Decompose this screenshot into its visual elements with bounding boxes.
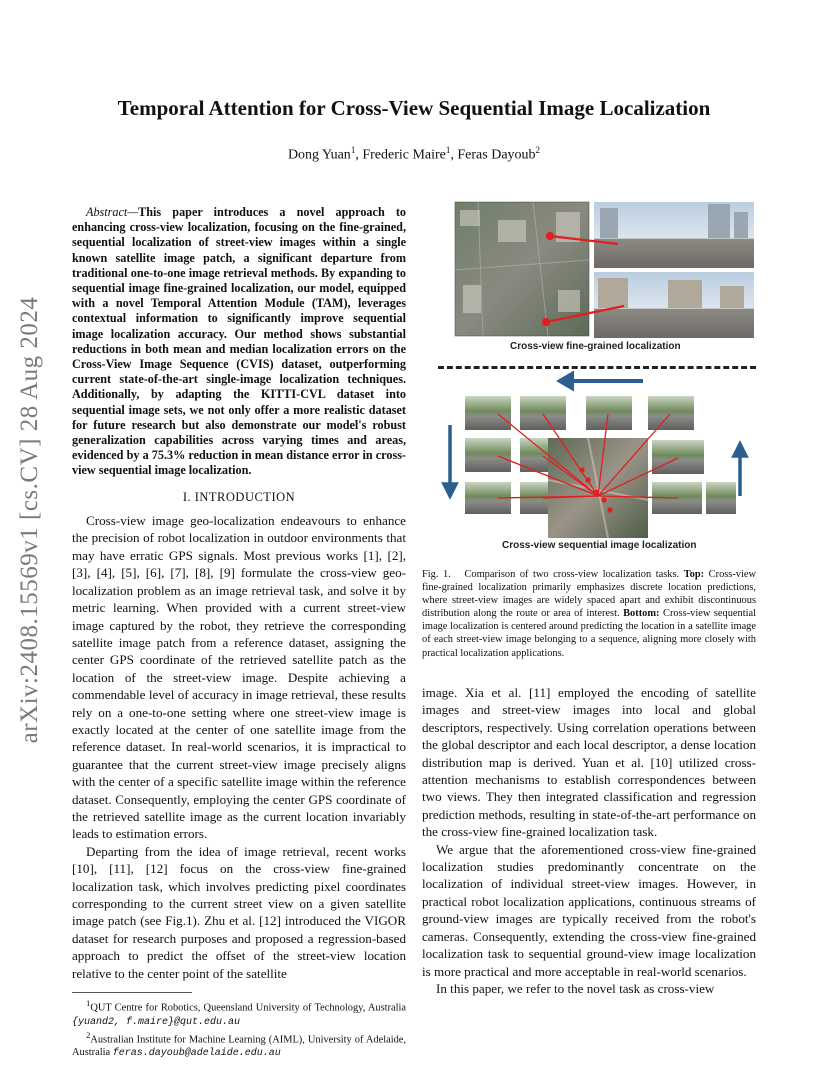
author-name: Feras Dayoub bbox=[457, 147, 536, 163]
section-heading: I. INTRODUCTION bbox=[182, 489, 296, 504]
figure-caption: Fig. 1. Comparison of two cross-view localization tasks. Top: Cross-view fine-grained localization primarily emphasizes discrete location predictions, where street-view images are widely spaced apart and exhibit discontinuous distribution along the route or area of interest. Bottom: Cross-view sequential image localization is centered around predicting the location in a satellite image of each street-view image belonging to a sequence, aligning more closely with practical localization applications. bbox=[422, 569, 757, 659]
author-name: Frederic Maire bbox=[362, 147, 446, 163]
flow-arrow-down bbox=[444, 425, 456, 496]
figure-graphic bbox=[438, 200, 756, 560]
arxiv-stamp: arXiv:2408.15569v1 [cs.CV] 28 Aug 2024 bbox=[16, 296, 43, 744]
author-list: Dong Yuan$^1$, Frederic Maire$^1$, Feras Dayoub$^2$ bbox=[287, 145, 541, 163]
figure-label-bottom: Cross-view sequential image localization bbox=[502, 540, 697, 551]
paragraph: In this paper, we refer to the novel task as cross-view bbox=[436, 980, 715, 996]
footnote: $^1$QUT Centre for Robotics, Queensland University of Technology, Australia {yuand2, f.maire}@qut.edu.au bbox=[72, 998, 406, 1028]
right-column bbox=[422, 684, 756, 997]
figure-divider bbox=[438, 366, 756, 369]
footnote-rule bbox=[72, 992, 192, 993]
author-name: Dong Yuan bbox=[287, 147, 351, 163]
paragraph: Departing from the idea of image retrieval, recent works [10], [11], [12] focus on the cross-view fine-grained localization task, which involves predicting pixel coordinates corresponding to the current street view on a given satellite image patch (see Fig.1). Zhu et al. [12] introduced the VIGOR dataset for research purposes and proposed a regression-based approach to predict the offset of the street-view location relative to the center point of the satellite bbox=[72, 843, 406, 981]
figure-1 bbox=[438, 200, 756, 560]
paragraph: Cross-view image geo-localization endeavours to enhance the precision of robot localization in outdoor environments that may have erratic GPS signals. Most previous works [1], [2], [3], [4], [5], [6], [7], [8], [9] formulate the cross-view geo-localization problem as an image retrieval task, and solve it by metric learning. When provided with a current street-view image captured by the robot, they retrieve the corresponding satellite image patch from a reference dataset, assigning the center GPS coordinate of the retrieved satellite patch as the location of the street-view image. Despite achieving a commendable level of accuracy in image retrieval, these results rely on a one-to-one setting where one street-view image is exactly located at the center of one satellite image from the reference dataset. In real-world scenarios, it is impractical to guarantee that the current street-view image precisely aligns with the center of a specific satellite image within the reference dataset. Consequently, employing the center GPS coordinate of the retrieved satellite image as the current location invariably leads to estimation errors. bbox=[72, 513, 406, 842]
footnote: $^2$Australian Institute for Machine Learning (AIML), University of Adelaide, Australia feras.dayoub@adelaide.edu.au bbox=[72, 1029, 406, 1059]
flow-arrow-left bbox=[560, 374, 643, 388]
left-column bbox=[72, 205, 406, 1060]
abstract-label: Abstract— bbox=[86, 205, 139, 219]
paper-title: Temporal Attention for Cross-View Sequential Image Localization bbox=[117, 96, 711, 120]
paragraph: image. Xia et al. [11] employed the encoding of satellite images and street-view images into local and global descriptors, respectively. Using correlation operations between the global descriptor and each local descriptor, a dense location distribution map is derived. Yuan et al. [10] utilized cross-attention mechanisms to establish correspondences between two views. They then integrated classification and regression prediction methods, resulting in state-of-the-art performance on the cross-view fine-grained localization task. bbox=[422, 685, 756, 840]
figure-label-top: Cross-view fine-grained localization bbox=[510, 341, 681, 352]
abstract: Abstract—This paper introduces a novel approach to enhancing cross-view localization, focusing on the fine-grained, sequential localization of street-view images within a single known satellite image patch, a significant departure from traditional one-to-one image retrieval methods. By expanding to sequential image fine-grained localization, our model, equipped with a novel Temporal Attention Module (TAM), leverages contextual information to significantly improve sequential image localization accuracy. Our method shows substantial reductions in both mean and median localization errors on the Cross-View Image Sequence (CVIS) dataset, outperforming current state-of-the-art single-image localization techniques. Additionally, by adapting the KITTI-CVL dataset into sequential image sets, we not only offer a more realistic dataset for future research but also demonstrate our model's robust generalization capabilities across varying times and areas, evidenced by a 75.3% reduction in mean distance error in cross-view sequential image localization. bbox=[72, 205, 406, 478]
paragraph: We argue that the aforementioned cross-view fine-grained localization studies predominantly concentrate on the localization of individual street-view images. However, in practical robot localization applications, continuous streams of ground-view images are typically received from the robot's cameras. Consequently, extending the cross-view fine-grained localization task to sequential ground-view image localization is more practical and more acceptable in real-world scenarios. bbox=[422, 841, 756, 979]
